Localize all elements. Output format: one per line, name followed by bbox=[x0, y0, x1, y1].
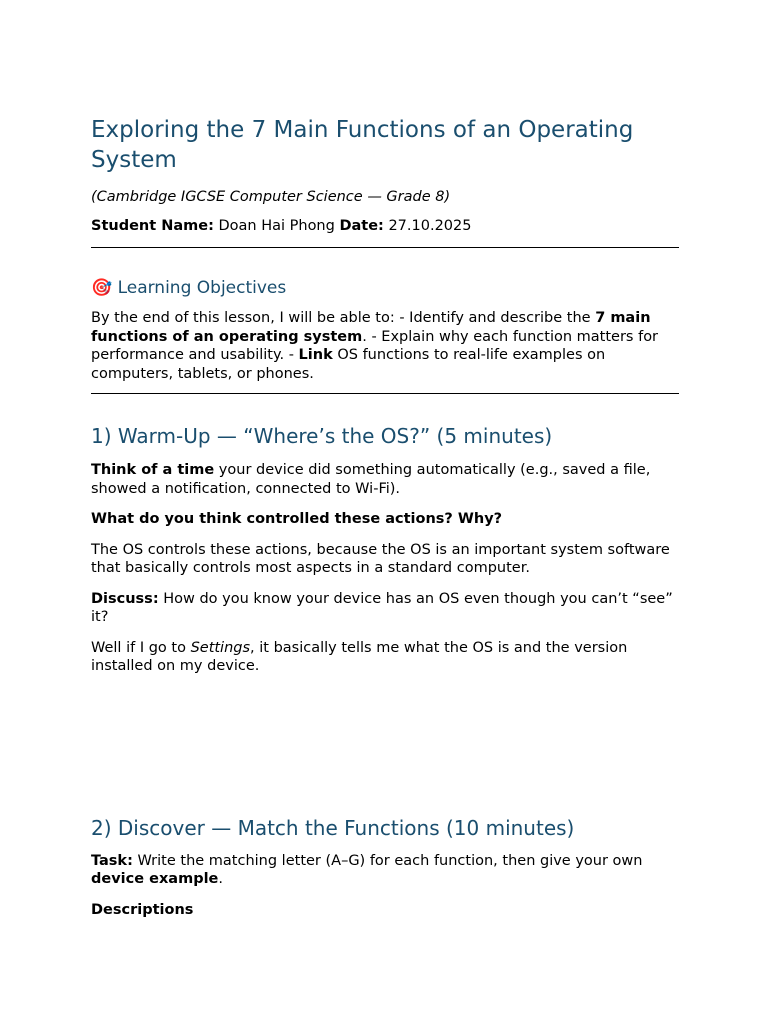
think-bold: Think of a time bbox=[91, 462, 215, 478]
discuss-rest: How do you know your device has an OS even though you can’t “see” it? bbox=[91, 590, 673, 625]
objectives-intro: By the end of this lesson, I will be able to: - Identify and describe the bbox=[91, 310, 596, 326]
student-name-label: Student Name: bbox=[91, 218, 214, 234]
document-title: Exploring the 7 Main Functions of an Operating System bbox=[91, 117, 634, 173]
objectives-mid: . - Explain why each function matters for performance and usability. - bbox=[91, 328, 659, 363]
section2-heading: 2) Discover — Match the Functions (10 minutes) bbox=[91, 815, 575, 840]
settings-answer-start: Well if I go to bbox=[91, 639, 191, 656]
question-text: What do you think controlled these actions? Why? bbox=[91, 511, 503, 527]
objectives-bold-link: Link bbox=[298, 347, 333, 363]
student-info-line bbox=[91, 216, 679, 236]
student-name-value: Doan Hai Phong bbox=[213, 218, 340, 234]
task-paragraph bbox=[91, 852, 679, 889]
date-label: Date: bbox=[339, 218, 384, 234]
settings-answer-end: , it basically tells me what the OS is and the version installed on my device. bbox=[91, 639, 628, 674]
task-end: . bbox=[218, 871, 223, 887]
objectives-bold-functions: 7 main functions of an operating system bbox=[91, 310, 651, 345]
think-paragraph bbox=[91, 461, 679, 498]
date-value: 27.10.2025 bbox=[383, 218, 472, 234]
settings-italic: Settings bbox=[190, 639, 251, 656]
divider bbox=[91, 247, 679, 248]
document-page bbox=[91, 115, 679, 919]
task-rest: Write the matching letter (A–G) for each function, then give your own bbox=[132, 852, 643, 869]
think-rest: your device did something automatically (e.g., saved a file, showed a notification, connected to Wi-Fi). bbox=[91, 462, 651, 497]
objectives-end: OS functions to real-life examples on computers, tablets, or phones. bbox=[91, 347, 606, 382]
divider bbox=[91, 393, 679, 394]
section1-heading: 1) Warm-Up — “Where’s the OS?” (5 minutes) bbox=[91, 424, 553, 448]
task-bold-device-example: device example bbox=[91, 871, 219, 887]
learning-objectives-heading: 🎯 Learning Objectives bbox=[91, 278, 287, 298]
discuss-paragraph bbox=[91, 590, 679, 627]
learning-objectives-text bbox=[91, 309, 679, 383]
descriptions-label: Descriptions bbox=[91, 901, 194, 918]
question-paragraph bbox=[91, 510, 679, 529]
settings-answer-paragraph bbox=[91, 639, 679, 676]
descriptions-heading bbox=[91, 901, 679, 920]
document-subtitle: (Cambridge IGCSE Computer Science — Grade 8) bbox=[91, 189, 451, 205]
discuss-bold: Discuss: bbox=[91, 590, 159, 607]
answer-paragraph: The OS controls these actions, because the OS is an important system software that basically controls most aspects in a standard computer. bbox=[91, 541, 670, 576]
task-bold: Task: bbox=[91, 852, 133, 869]
